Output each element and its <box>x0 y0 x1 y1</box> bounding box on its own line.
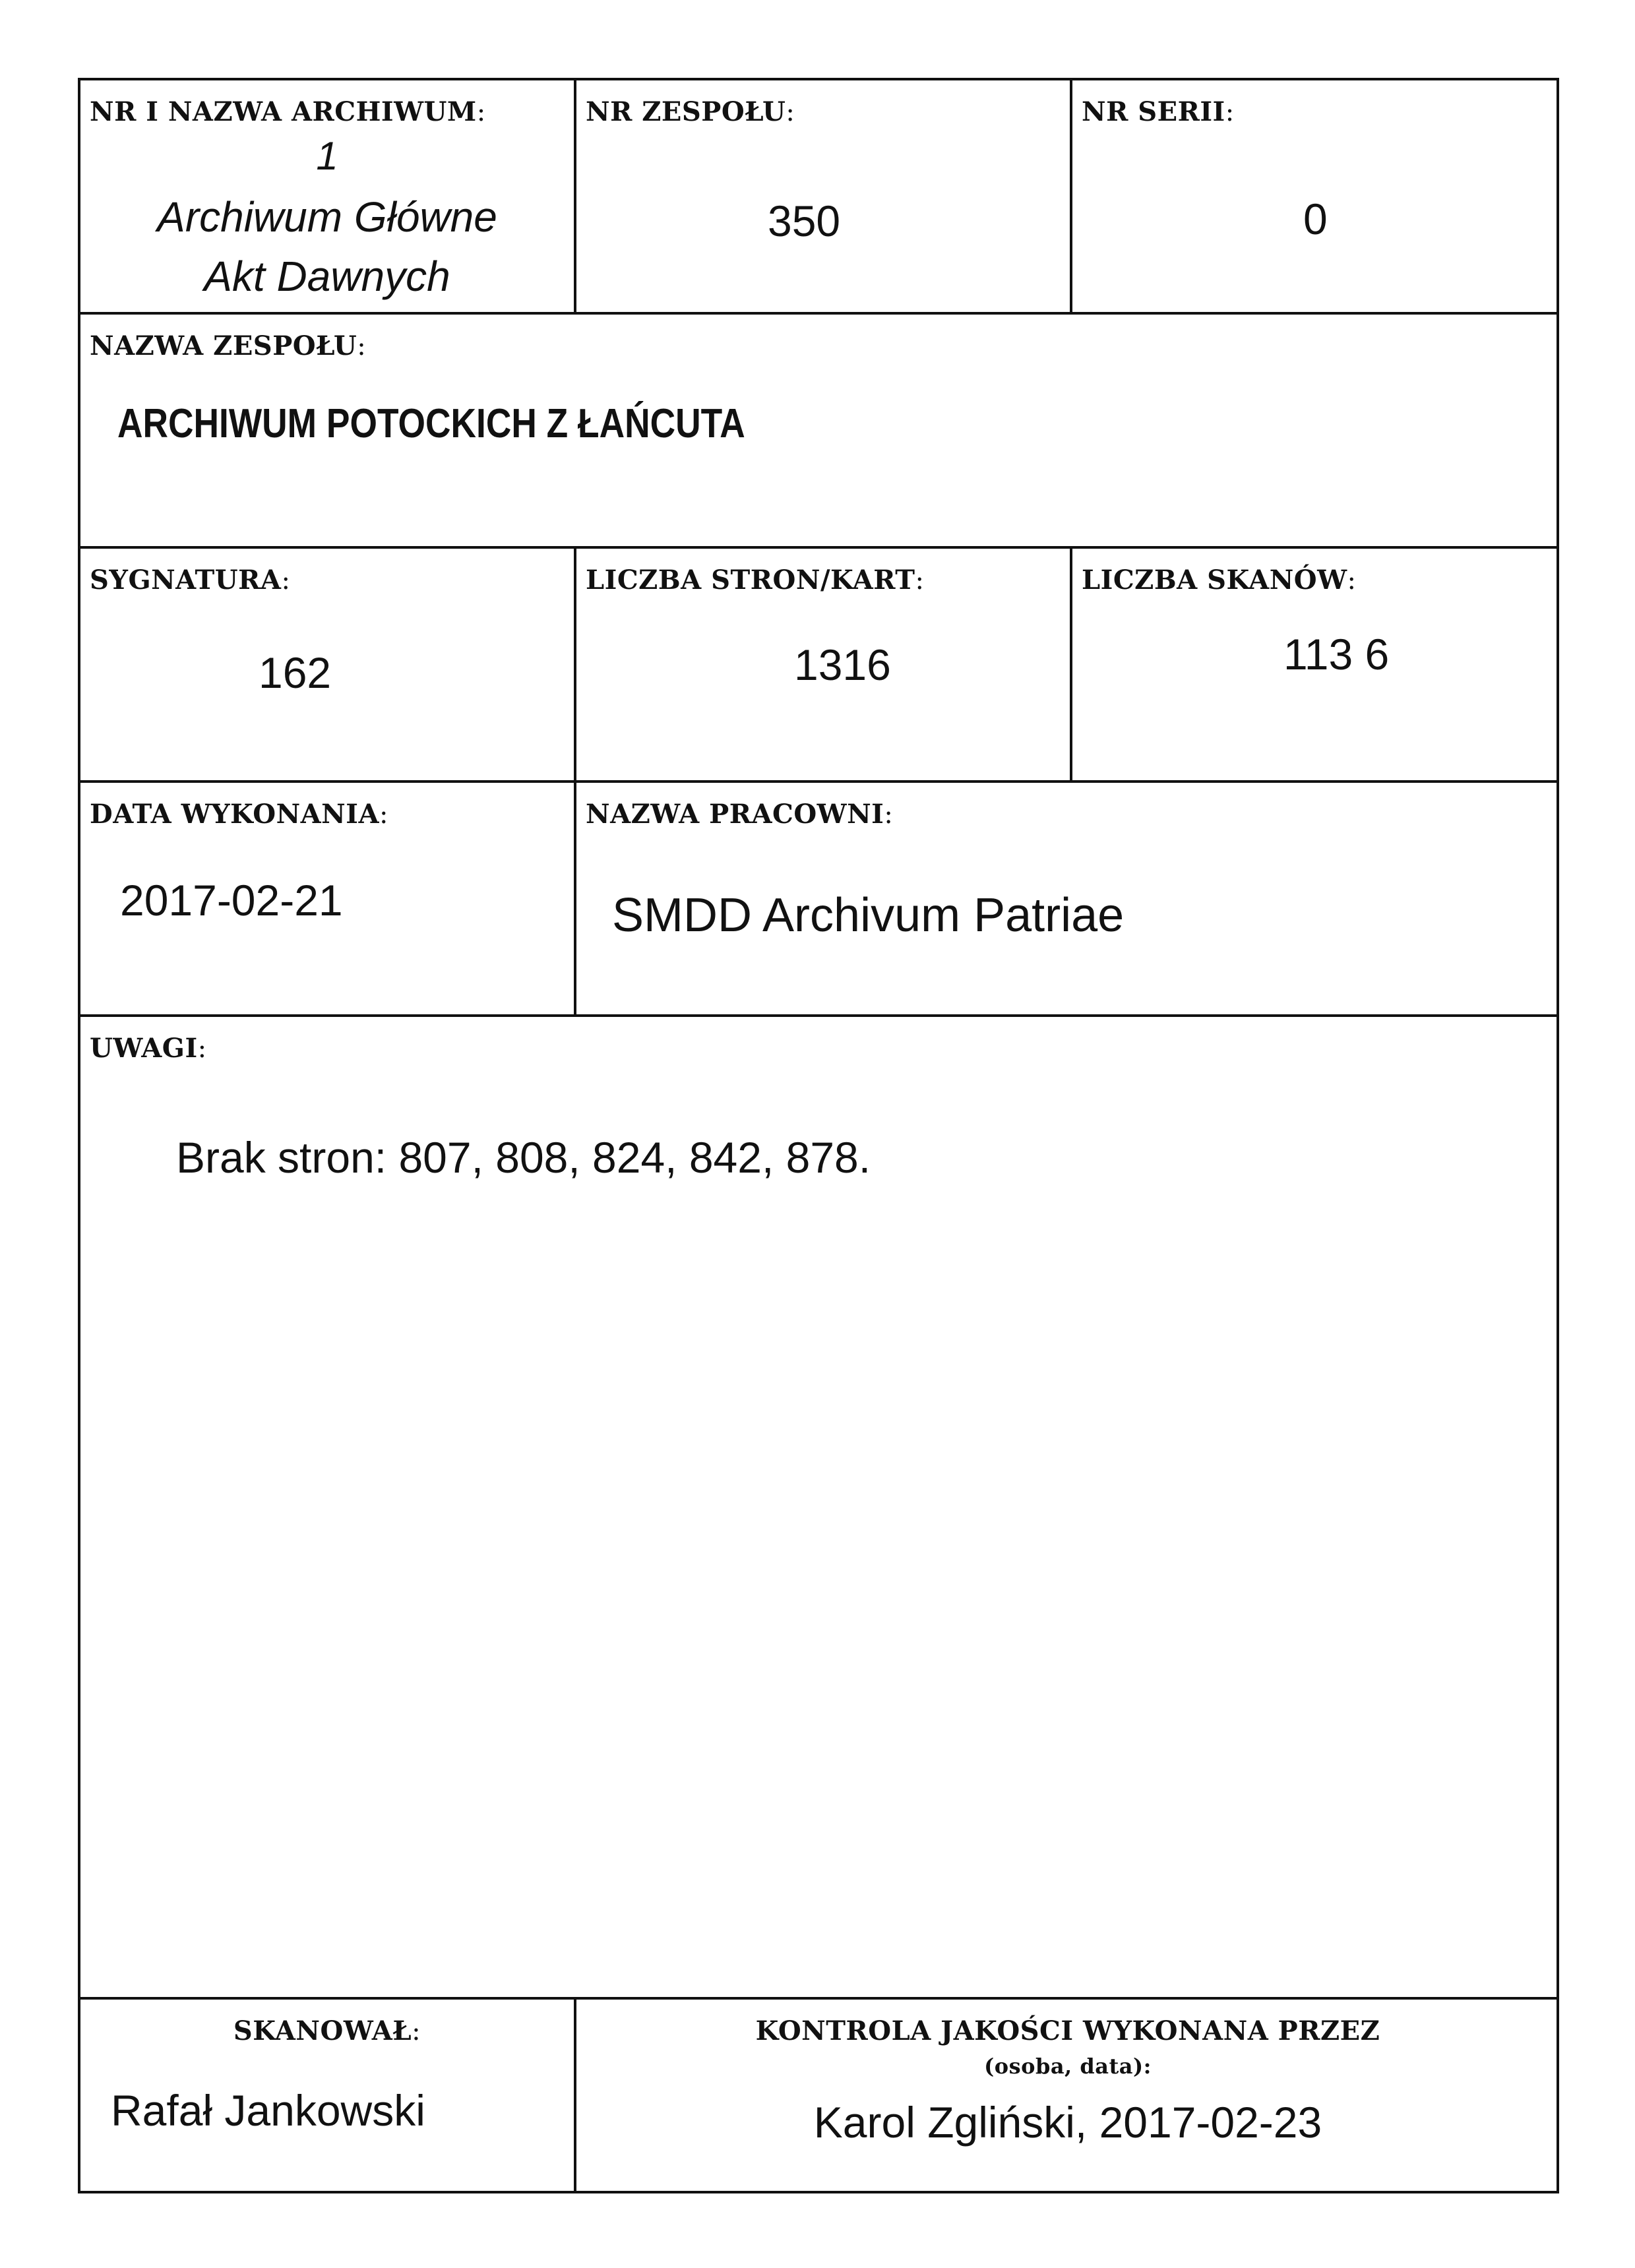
form-row-dates <box>80 783 1557 1017</box>
quality-control-value: Karol Zgliński, 2017-02-23 <box>813 2098 1322 2147</box>
fond-number-cell <box>576 80 1072 312</box>
scan-count-value: 113 6 <box>1283 630 1390 679</box>
quality-control-sublabel: (osoba, data): <box>984 2054 1152 2079</box>
archive-number: 1 <box>316 134 338 178</box>
archive-label: NR I NAZWA ARCHIWUM: <box>90 96 486 127</box>
scan-count-label: LICZBA SKANÓW: <box>1082 565 1357 596</box>
scanned-by-value: Rafał Jankowski <box>111 2086 425 2135</box>
notes-label: UWAGI: <box>90 1033 207 1064</box>
signature-value: 162 <box>259 648 332 697</box>
series-number-value: 0 <box>1303 195 1328 243</box>
series-number-cell <box>1072 80 1562 312</box>
scan-count-cell <box>1072 549 1562 780</box>
page-count-label: LICZBA STRON/KART: <box>586 565 925 596</box>
fond-name-value: ARCHIWUM POTOCKICH Z ŁAŃCUTA <box>117 401 745 446</box>
workshop-cell <box>576 783 1562 1014</box>
signature-cell <box>80 549 576 780</box>
form-row-archive <box>80 80 1557 315</box>
workshop-value: SMDD Archivum Patriae <box>612 889 1125 942</box>
fond-number-value: 350 <box>768 197 841 245</box>
execution-date-label: DATA WYKONANIA: <box>90 799 388 830</box>
notes-value: Brak stron: 807, 808, 824, 842, 878. <box>176 1133 871 1182</box>
execution-date-value: 2017-02-21 <box>120 876 343 925</box>
form-row-signatures <box>80 2000 1557 2191</box>
signature-label: SYGNATURA: <box>90 565 291 596</box>
form-row-fond-name <box>80 315 1557 549</box>
workshop-label: NAZWA PRACOWNI: <box>586 799 894 830</box>
form-row-counts <box>80 549 1557 783</box>
notes-cell <box>80 1017 1557 1997</box>
fond-name-label: NAZWA ZESPOŁU: <box>90 330 367 361</box>
fond-name-cell <box>80 315 1557 546</box>
archive-metadata-form <box>78 78 1559 2193</box>
archive-cell <box>80 80 576 312</box>
scanned-by-cell <box>80 2000 576 2191</box>
quality-control-cell <box>576 2000 1562 2191</box>
fond-number-label: NR ZESPOŁU: <box>586 96 795 127</box>
archive-name-line1: Archiwum Główne <box>157 193 497 241</box>
scanned-by-label: SKANOWAŁ: <box>233 2015 421 2046</box>
page-count-cell <box>576 549 1072 780</box>
form-row-notes <box>80 1017 1557 2000</box>
series-number-label: NR SERII: <box>1082 96 1235 127</box>
archive-name-line2: Akt Dawnych <box>204 253 450 300</box>
quality-control-label: KONTROLA JAKOŚCI WYKONANA PRZEZ <box>755 2015 1380 2046</box>
execution-date-cell <box>80 783 576 1014</box>
page-count-value: 1316 <box>794 640 891 689</box>
